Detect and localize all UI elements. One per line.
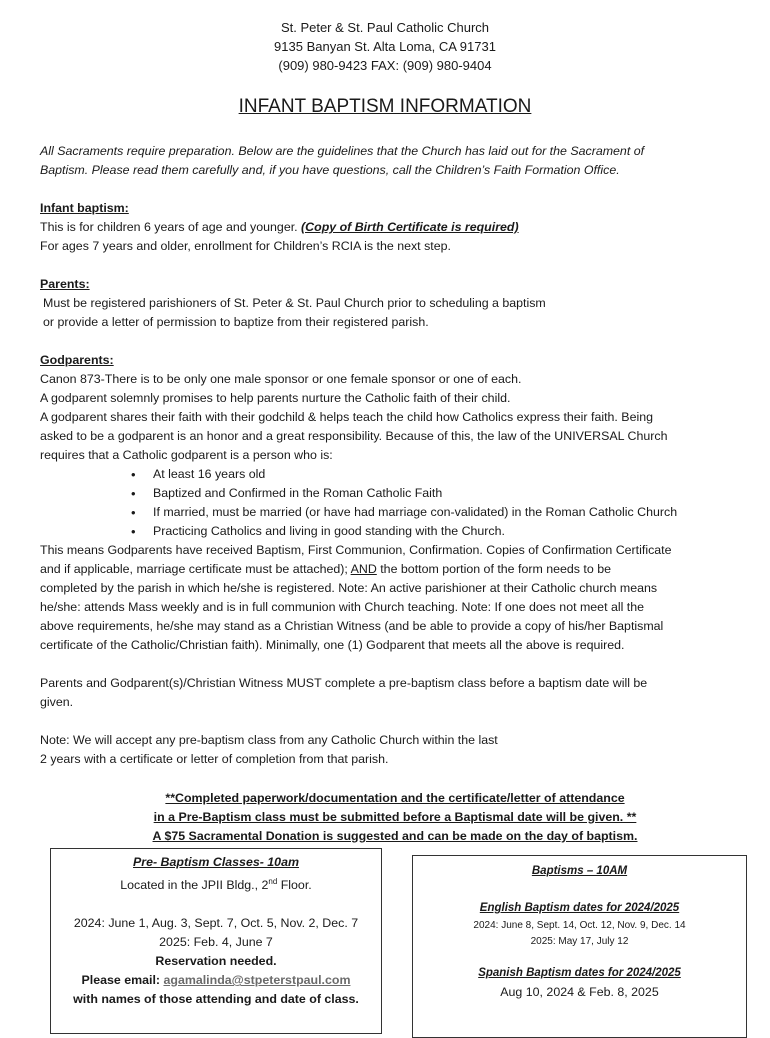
godparents-line-3: A godparent shares their faith with their godchild & helps teach the child how Catholics express their faith. Being: [40, 410, 653, 424]
godparents-after-1: This means Godparents have received Baptism, First Communion, Confirmation. Copies of Confirmation Certificate: [40, 543, 672, 557]
email-label: Please email:: [81, 973, 164, 988]
english-dates-2024: 2024: June 8, Sept. 14, Oct. 12, Nov. 9, Dec. 14: [473, 920, 686, 931]
parents-line-2: or provide a letter of permission to baptize from their registered parish.: [43, 315, 429, 329]
and-emphasis: AND: [350, 562, 377, 576]
godparents-after-2-post: the bottom portion of the form needs to be: [376, 562, 611, 576]
parents-line-1: Must be registered parishioners of St. Peter & St. Paul Church prior to scheduling a baptism: [43, 296, 546, 310]
infant-line-1-text: This is for children 6 years of age and younger.: [40, 220, 302, 234]
classes-with-names: with names of those attending and date of class.: [73, 992, 359, 1007]
church-header: [0, 18, 770, 75]
godparents-after-4: he/she: attends Mass weekly and is in full communion with Church teaching. Note: If one does not meet all the: [40, 600, 645, 614]
spanish-dates: Aug 10, 2024 & Feb. 8, 2025: [500, 985, 659, 999]
notice-line-3: A $75 Sacramental Donation is suggested and can be made on the day of baptism.: [152, 829, 638, 843]
class-requirement-line-2: given.: [40, 695, 74, 709]
classes-location-sup: nd: [268, 877, 278, 886]
godparents-line-4: asked to be a godparent is an honor and a great responsibility. Because of this, the law of the UNIVERSAL Church: [40, 429, 668, 443]
godparents-after-2-pre: and if applicable, marriage certificate must be attached);: [40, 562, 351, 576]
email-link[interactable]: agamalinda@stpeterstpaul.com: [163, 973, 351, 988]
requirement-item: • At least 16 years old: [153, 465, 745, 484]
english-dates-heading: English Baptism dates for 2024/2025: [479, 902, 680, 914]
infant-line-1: [40, 218, 745, 237]
notice-line-2: in a Pre-Baptism class must be submitted before a Baptismal date will be given. **: [153, 810, 637, 824]
english-dates-2025: 2025: May 17, July 12: [530, 936, 629, 947]
classes-box-title: Pre- Baptism Classes- 10am: [133, 855, 299, 869]
classes-dates-2024: 2024: June 1, Aug. 3, Sept. 7, Oct. 5, Nov. 2, Dec. 7: [73, 916, 359, 931]
godparents-line-1: Canon 873-There is to be only one male sponsor or one female sponsor or one of each.: [40, 372, 522, 386]
godparents-line-5: requires that a Catholic godparent is a person who is:: [40, 448, 333, 462]
notice-line-1: **Completed paperwork/documentation and the certificate/letter of attendance: [165, 791, 625, 805]
requirement-item: • Baptized and Confirmed in the Roman Catholic Faith: [153, 484, 745, 503]
godparents-after-3: completed by the parish in which he/she is registered. Note: An active parishioner at their Catholic church means: [40, 581, 658, 595]
document-body: [40, 142, 745, 769]
classes-dates-2025: 2025: Feb. 4, June 7: [159, 935, 273, 950]
reservation-needed: Reservation needed.: [155, 954, 277, 969]
pre-baptism-classes-box: [50, 848, 382, 1034]
infant-line-2: For ages 7 years and older, enrollment for Children’s RCIA is the next step.: [40, 239, 451, 253]
intro-line-2: Baptism. Please read them carefully and, if you have questions, call the Children’s Faith Formation Office.: [40, 163, 620, 177]
church-address: 9135 Banyan St. Alta Loma, CA 91731: [274, 39, 496, 54]
classes-location-post: Floor.: [277, 878, 312, 893]
godparent-requirements-list: [40, 465, 745, 541]
godparents-line-2: A godparent solemnly promises to help parents nurture the Catholic faith of their child.: [40, 391, 511, 405]
spanish-dates-heading: Spanish Baptism dates for 2024/2025: [478, 967, 681, 979]
email-line: [51, 971, 381, 990]
requirement-item: • If married, must be married (or have had marriage con-validated) in the Roman Catholic Church: [153, 503, 745, 522]
class-requirement-line-1: Parents and Godparent(s)/Christian Witness MUST complete a pre-baptism class before a baptism date will be: [40, 676, 648, 690]
classes-location: [51, 872, 381, 895]
baptisms-box-title: Baptisms – 10AM: [531, 865, 628, 877]
godparents-heading: Godparents:: [40, 353, 114, 367]
church-name: St. Peter & St. Paul Catholic Church: [280, 20, 490, 35]
intro-line-1: All Sacraments require preparation. Below are the guidelines that the Church has laid out for the Sacrament of: [40, 144, 645, 158]
page-title: INFANT BAPTISM INFORMATION: [238, 96, 532, 117]
birth-certificate-note: (Copy of Birth Certificate is required): [301, 220, 519, 234]
godparents-after-5: above requirements, he/she may stand as a Christian Witness (and be able to provide a copy of his/her Baptismal: [40, 619, 664, 633]
infant-baptism-heading: Infant baptism:: [40, 201, 129, 215]
church-phone: (909) 980-9423 FAX: (909) 980-9404: [278, 58, 492, 73]
requirement-item: • Practicing Catholics and living in good standing with the Church.: [153, 522, 745, 541]
parents-heading: Parents:: [40, 277, 90, 291]
note-line-2: 2 years with a certificate or letter of completion from that parish.: [40, 752, 389, 766]
baptisms-box: [412, 855, 747, 1038]
godparents-after-2: [40, 560, 745, 579]
classes-location-pre: Located in the JPII Bldg., 2: [120, 878, 269, 893]
paperwork-notice: [0, 789, 770, 846]
note-line-1: Note: We will accept any pre-baptism class from any Catholic Church within the last: [40, 733, 498, 747]
godparents-after-6: certificate of the Catholic/Christian faith). Minimally, one (1) Godparent that meets all the above is required.: [40, 638, 625, 652]
